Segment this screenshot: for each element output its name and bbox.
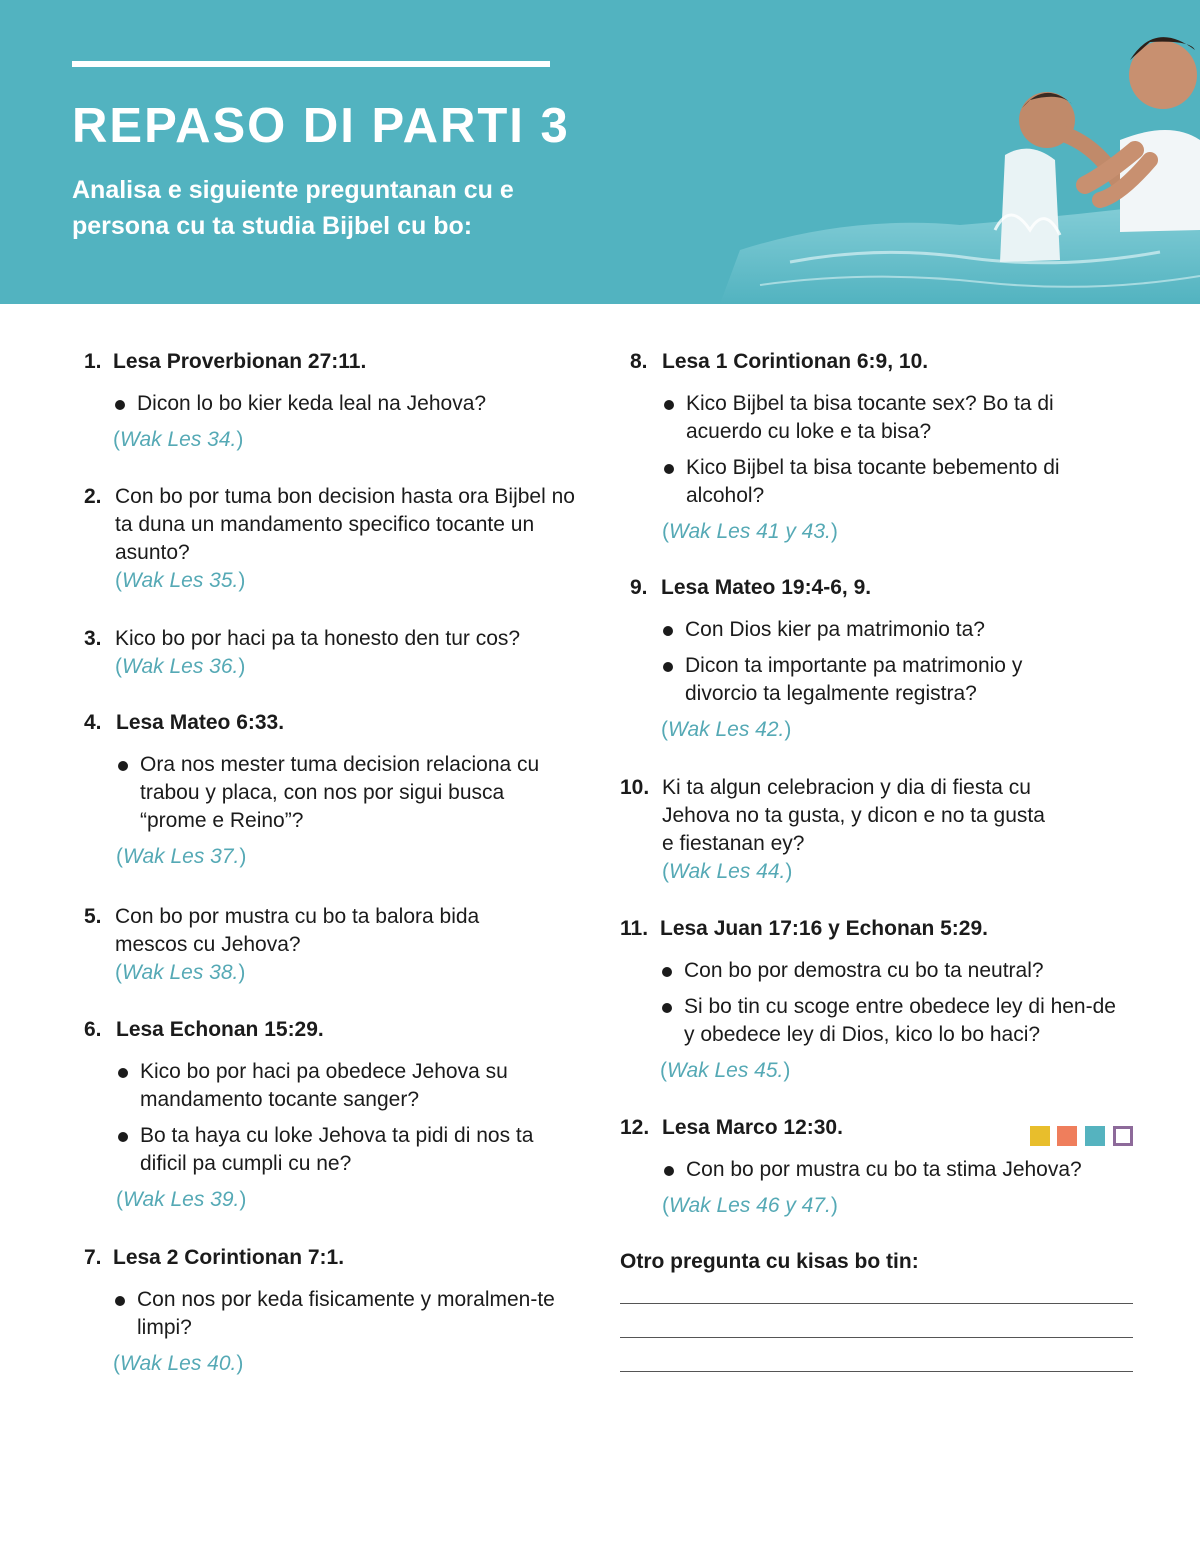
lesson-reference-text: Wak Les 34. bbox=[120, 428, 237, 451]
lesson-reference-text: Wak Les 44. bbox=[669, 860, 786, 883]
question-number: 5. bbox=[84, 905, 102, 928]
baptism-illustration bbox=[700, 0, 1200, 304]
answer-line[interactable] bbox=[620, 1371, 1133, 1372]
question-bullet: Con nos por keda fisicamente y moralmen-te limpi? bbox=[113, 1286, 583, 1342]
answer-line[interactable] bbox=[620, 1303, 1133, 1304]
question-number: 6. bbox=[84, 1018, 102, 1041]
question-bullet: Kico Bijbel ta bisa tocante sex? Bo ta di acuerdo cu loke e ta bisa? bbox=[662, 390, 1082, 446]
question-bullet: Si bo tin cu scoge entre obedece ley di hen-de y obedece ley di Dios, kico lo bo haci? bbox=[660, 993, 1120, 1049]
question-bullet: Ora nos mester tuma decision relaciona cu trabou y placa, con nos por sigui busca “prome e Reino”? bbox=[116, 751, 556, 835]
color-square bbox=[1113, 1126, 1133, 1146]
question-number: 7. bbox=[84, 1246, 102, 1269]
question-number: 1. bbox=[84, 350, 102, 373]
question-bullet: Dicon lo bo kier keda leal na Jehova? bbox=[113, 390, 583, 418]
lesson-reference: (Wak Les 39.) bbox=[116, 1188, 247, 1211]
question-heading: Lesa Mateo 6:33. bbox=[116, 711, 285, 734]
question-heading: Lesa 2 Corintionan 7:1. bbox=[113, 1246, 345, 1269]
lesson-reference-text: Wak Les 36. bbox=[122, 655, 239, 678]
color-square bbox=[1030, 1126, 1050, 1146]
question-number: 4. bbox=[84, 711, 102, 734]
question-number: 2. bbox=[84, 485, 102, 508]
answer-line[interactable] bbox=[620, 1337, 1133, 1338]
question-heading: Kico bo por haci pa ta honesto den tur cos? bbox=[115, 627, 521, 650]
lesson-reference-text: Wak Les 45. bbox=[667, 1059, 784, 1082]
question-bullet: Bo ta haya cu loke Jehova ta pidi di nos ta dificil pa cumpli cu ne? bbox=[116, 1122, 556, 1178]
question-heading: Lesa Mateo 19:4-6, 9. bbox=[661, 576, 872, 599]
lesson-reference: (Wak Les 34.) bbox=[113, 428, 244, 451]
header-banner bbox=[0, 0, 1200, 304]
lesson-reference: (Wak Les 45.) bbox=[660, 1059, 791, 1082]
question-number: 9. bbox=[630, 576, 648, 599]
header-rule bbox=[72, 61, 550, 67]
question-heading: Lesa Echonan 15:29. bbox=[116, 1018, 324, 1041]
question-number: 3. bbox=[84, 627, 102, 650]
question-bullet: Kico bo por haci pa obedece Jehova su mandamento tocante sanger? bbox=[116, 1058, 556, 1114]
question-heading: Lesa Juan 17:16 y Echonan 5:29. bbox=[660, 917, 988, 940]
lesson-reference: (Wak Les 42.) bbox=[661, 718, 792, 741]
lesson-reference-text: Wak Les 41 y 43. bbox=[669, 520, 831, 543]
lesson-reference-text: Wak Les 35. bbox=[122, 569, 239, 592]
question-heading: Lesa 1 Corintionan 6:9, 10. bbox=[662, 350, 929, 373]
lesson-reference-text: Wak Les 42. bbox=[668, 718, 785, 741]
question-bullet: Con bo por demostra cu bo ta neutral? bbox=[660, 957, 1120, 985]
question-number: 11. bbox=[620, 917, 649, 940]
color-square bbox=[1057, 1126, 1077, 1146]
lesson-reference-text: Wak Les 40. bbox=[120, 1352, 237, 1375]
question-heading: Ki ta algun celebracion y dia di fiesta cu Jehova no ta gusta, y dicon e no ta gusta e fiestanan ey? bbox=[662, 776, 1045, 855]
question-bullet: Dicon ta importante pa matrimonio y divorcio ta legalmente registra? bbox=[661, 652, 1081, 708]
question-heading: Con bo por tuma bon decision hasta ora Bijbel no ta duna un mandamento specifico tocante un asunto? bbox=[115, 485, 575, 564]
lesson-reference-text: Wak Les 37. bbox=[123, 845, 240, 868]
question-heading: Con bo por mustra cu bo ta balora bida mescos cu Jehova? bbox=[115, 905, 480, 956]
question-bullet: Kico Bijbel ta bisa tocante bebemento di alcohol? bbox=[662, 454, 1082, 510]
question-number: 12. bbox=[620, 1116, 650, 1139]
question-number: 10. bbox=[620, 776, 650, 799]
lesson-reference: (Wak Les 36.) bbox=[115, 655, 246, 678]
lesson-reference-text: Wak Les 38. bbox=[122, 961, 239, 984]
page-subtitle: Analisa e siguiente preguntanan cu e persona cu ta studia Bijbel cu bo: bbox=[72, 176, 514, 240]
lesson-reference-text: Wak Les 39. bbox=[123, 1188, 240, 1211]
lesson-reference: (Wak Les 40.) bbox=[113, 1352, 244, 1375]
question-bullet: Con Dios kier pa matrimonio ta? bbox=[661, 616, 1081, 644]
question-bullet: Con bo por mustra cu bo ta stima Jehova? bbox=[662, 1156, 1132, 1184]
lesson-reference: (Wak Les 46 y 47.) bbox=[662, 1194, 838, 1217]
lesson-reference: (Wak Les 41 y 43.) bbox=[662, 520, 838, 543]
lesson-reference: (Wak Les 35.) bbox=[115, 569, 246, 592]
question-number: 8. bbox=[630, 350, 648, 373]
other-question-label: Otro pregunta cu kisas bo tin: bbox=[620, 1250, 919, 1273]
lesson-reference: (Wak Les 37.) bbox=[116, 845, 247, 868]
lesson-reference-text: Wak Les 46 y 47. bbox=[669, 1194, 831, 1217]
lesson-reference: (Wak Les 44.) bbox=[662, 860, 793, 883]
color-square bbox=[1085, 1126, 1105, 1146]
lesson-reference: (Wak Les 38.) bbox=[115, 961, 246, 984]
page-title: REPASO DI PARTI 3 bbox=[72, 99, 570, 153]
question-heading: Lesa Marco 12:30. bbox=[662, 1116, 843, 1139]
question-heading: Lesa Proverbionan 27:11. bbox=[113, 350, 367, 373]
